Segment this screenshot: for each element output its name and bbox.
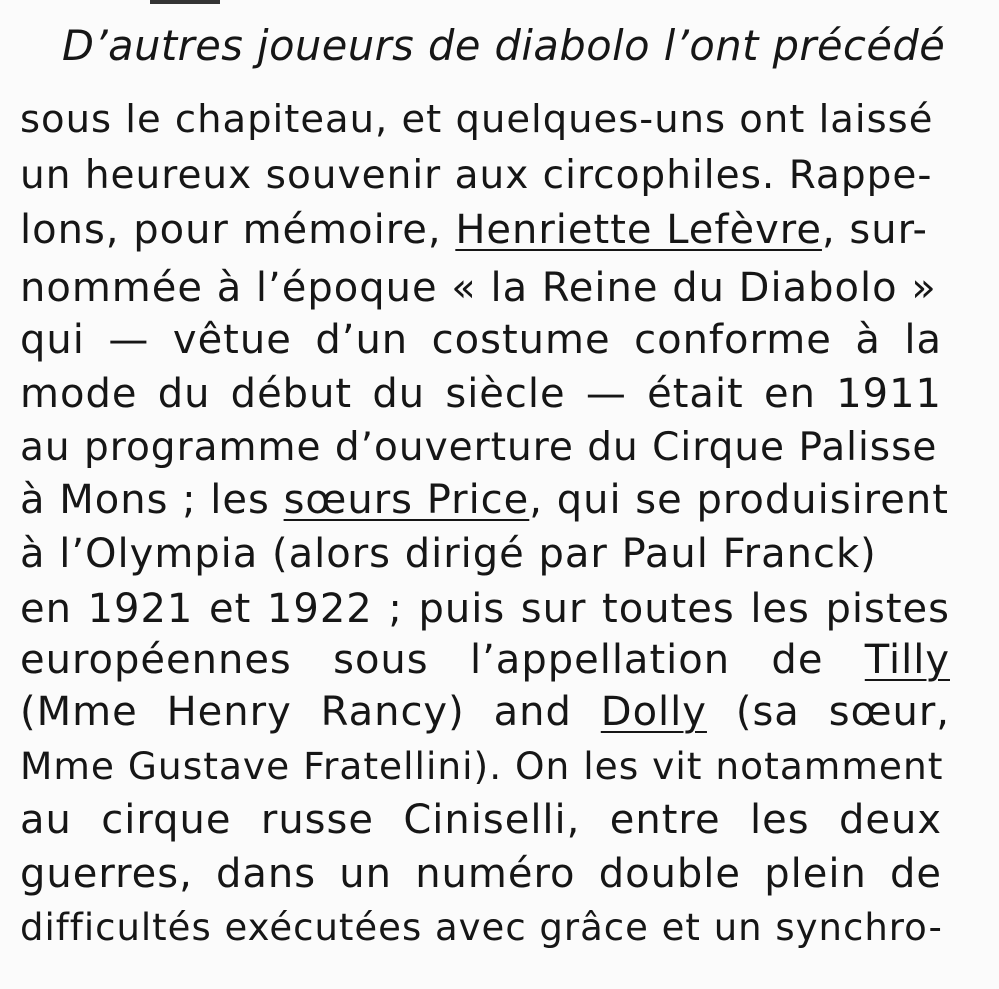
text-line-10: à l’Olympia (alors dirigé par Paul Franck)	[20, 531, 877, 577]
text-line-17: difficultés exécutées avec grâce et un synchro-	[20, 906, 943, 949]
text-line-7: mode du début du siècle — était en 1911	[20, 371, 942, 417]
underlined-name-henriette-lefevre: Henriette Lefèvre	[455, 207, 822, 253]
text-line-11: en 1921 et 1922 ; puis sur toutes les pistes	[20, 586, 950, 632]
text-segment: à Mons ; les	[20, 477, 284, 523]
text-line-12	[20, 636, 950, 684]
text-segment: , qui se produisirent	[529, 477, 949, 523]
text-segment: européennes sous l’appellation de	[20, 637, 865, 683]
text-segment: , sur-	[821, 207, 928, 253]
text-line-2: sous le chapiteau, et quelques-uns ont laissé	[20, 97, 934, 142]
text-line-16: guerres, dans un numéro double plein de	[20, 851, 942, 897]
underlined-name-tilly: Tilly	[864, 637, 950, 683]
text-line-15: au cirque russe Ciniselli, entre les deux	[20, 797, 942, 843]
underlined-name-dolly: Dolly	[600, 689, 707, 735]
text-line-6: qui — vêtue d’un costume conforme à la	[20, 317, 942, 363]
text-line-4	[20, 206, 942, 254]
text-line-13	[20, 688, 950, 736]
text-line-9	[20, 476, 950, 524]
underlined-name-soeurs-price: sœurs Price	[283, 477, 530, 523]
text-line-14: Mme Gustave Fratellini). On les vit notamment	[20, 744, 944, 788]
text-line-8: au programme d’ouverture du Cirque Palisse	[20, 425, 938, 470]
text-segment: (Mme Henry Rancy) and	[20, 689, 601, 735]
text-line-5: nommée à l’époque « la Reine du Diabolo »	[20, 265, 937, 311]
text-line-1: D’autres joueurs de diabolo l’ont précédé	[62, 21, 946, 70]
text-segment: (sa sœur,	[706, 689, 950, 735]
text-segment: lons, pour mémoire,	[20, 207, 456, 253]
text-line-3: un heureux souvenir aux circophiles. Rappe-	[20, 153, 933, 198]
